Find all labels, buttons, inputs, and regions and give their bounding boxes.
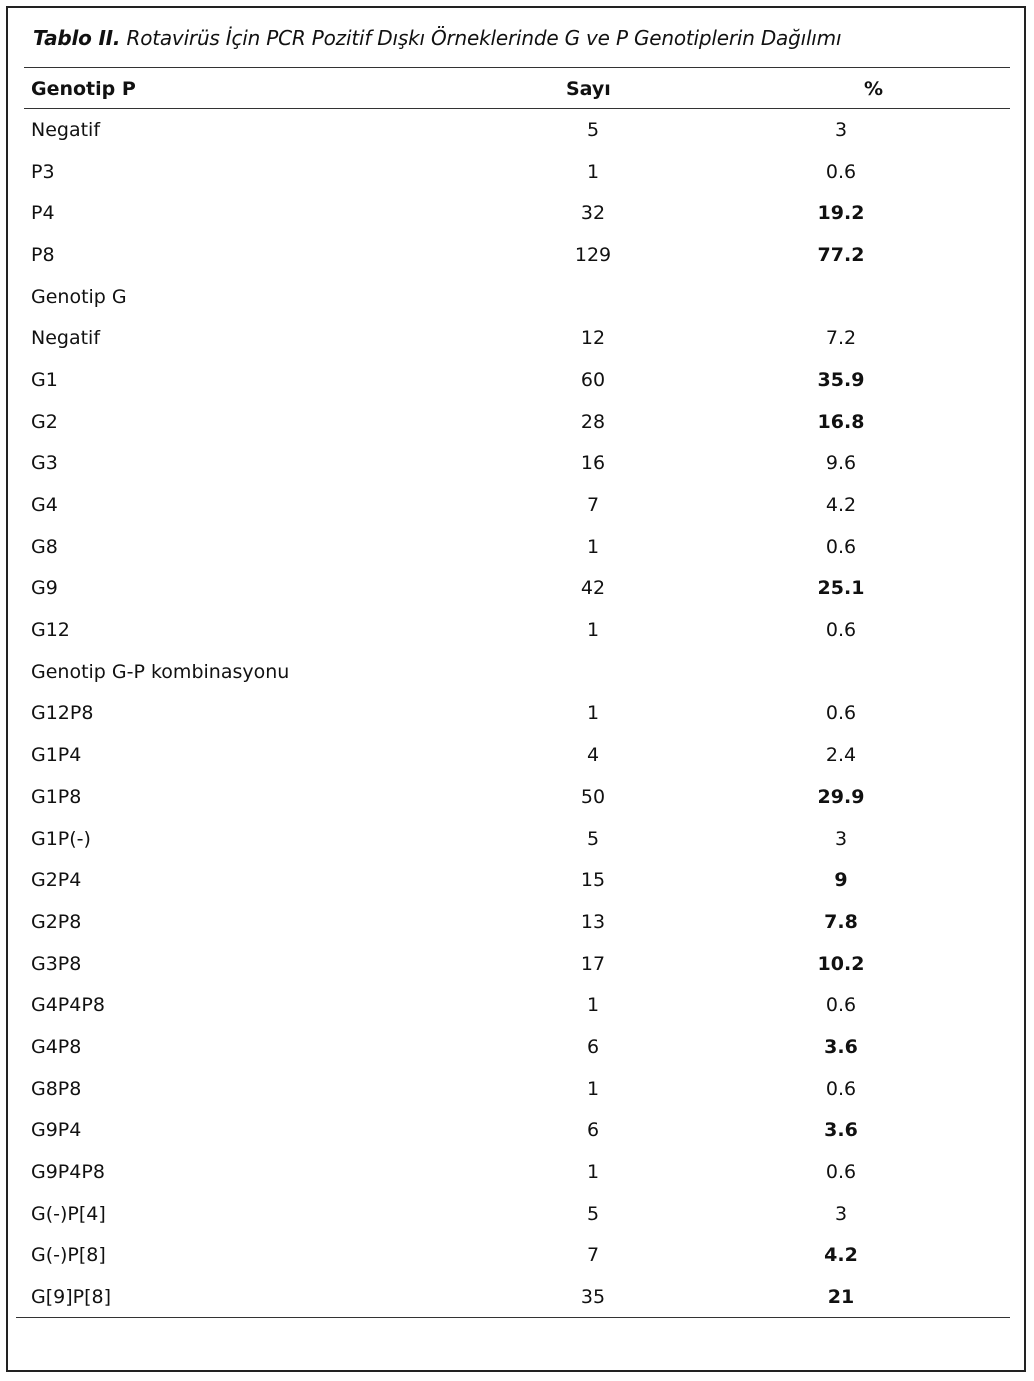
row-genotype: G1P4: [31, 744, 82, 767]
table-row: [24, 943, 1010, 985]
table-caption: [33, 26, 841, 50]
table-row: [24, 734, 1010, 776]
caption-text: Rotavirüs İçin PCR Pozitif Dışkı Örneklerinde G ve P Genotiplerin Dağılımı: [126, 26, 842, 50]
table-row: [24, 484, 1010, 526]
row-percent: 16.8: [817, 410, 865, 433]
row-count: 12: [580, 327, 606, 350]
row-percent: 0.6: [825, 702, 857, 725]
row-count: 16: [580, 452, 606, 475]
row-count: 5: [586, 118, 600, 141]
row-genotype: P8: [31, 243, 55, 266]
row-genotype: G12P8: [31, 702, 94, 725]
row-percent: 25.1: [817, 577, 865, 600]
table-row: [24, 1193, 1010, 1235]
row-count: 1: [586, 1161, 600, 1184]
row-percent: 0.6: [825, 1161, 857, 1184]
row-count: 7: [586, 494, 600, 517]
table-bottom-rule: [16, 1317, 1010, 1318]
row-genotype: G9P4: [31, 1119, 82, 1142]
row-percent: 19.2: [817, 202, 865, 225]
row-genotype: G1P(-): [31, 827, 91, 850]
table-row: [24, 192, 1010, 234]
row-percent: 29.9: [817, 785, 865, 808]
row-count: 1: [586, 535, 600, 558]
table-row: [24, 818, 1010, 860]
table-row: [24, 151, 1010, 193]
header-genotype: Genotip P: [31, 78, 136, 100]
table-row: [24, 1276, 1010, 1318]
row-count: 35: [580, 1286, 606, 1309]
table-row: [24, 276, 1010, 318]
row-count: 15: [580, 869, 606, 892]
table-row: [24, 234, 1010, 276]
row-genotype: G2P4: [31, 869, 82, 892]
row-percent: 35.9: [817, 368, 865, 391]
row-percent: 3.6: [824, 1119, 858, 1142]
row-genotype: G9: [31, 577, 58, 600]
row-count: 129: [574, 243, 612, 266]
row-percent: 77.2: [817, 243, 865, 266]
row-count: 32: [580, 202, 606, 225]
header-percent: %: [864, 78, 884, 100]
header-count: Sayı: [566, 78, 611, 100]
row-genotype: G4P8: [31, 1035, 82, 1058]
row-genotype: G8P8: [31, 1077, 82, 1100]
row-genotype: G12: [31, 619, 70, 642]
row-percent: 0.6: [825, 160, 857, 183]
table-row: [24, 109, 1010, 151]
table-row: [24, 651, 1010, 693]
row-count: 1: [586, 619, 600, 642]
row-percent: 2.4: [825, 744, 857, 767]
row-count: 1: [586, 160, 600, 183]
row-genotype: Negatif: [31, 327, 101, 350]
row-genotype: Genotip G: [31, 285, 127, 308]
table-row: [24, 401, 1010, 443]
row-count: 5: [586, 827, 600, 850]
row-genotype: G4P4P8: [31, 994, 105, 1017]
row-count: 1: [586, 994, 600, 1017]
row-percent: 9: [834, 869, 848, 892]
row-count: 17: [580, 952, 606, 975]
row-genotype: Genotip G-P kombinasyonu: [31, 660, 290, 683]
row-genotype: G1P8: [31, 785, 82, 808]
row-percent: 4.2: [825, 494, 857, 517]
row-genotype: G3P8: [31, 952, 82, 975]
table-row: [24, 1151, 1010, 1193]
row-percent: 0.6: [825, 535, 857, 558]
table-row: [24, 776, 1010, 818]
row-genotype: G9P4P8: [31, 1161, 105, 1184]
row-percent: [675, 651, 871, 693]
row-percent: 3: [834, 118, 848, 141]
table-row: [24, 693, 1010, 735]
row-count: 4: [586, 744, 600, 767]
row-genotype: P4: [31, 202, 55, 225]
row-genotype: G2P8: [31, 910, 82, 933]
row-count: 13: [580, 910, 606, 933]
table-row: [24, 568, 1010, 610]
row-percent: 21: [827, 1286, 855, 1309]
table-row: [24, 984, 1010, 1026]
row-percent: 3.6: [824, 1035, 858, 1058]
row-count: 1: [586, 702, 600, 725]
row-count: 6: [586, 1119, 600, 1142]
row-percent: 10.2: [817, 952, 865, 975]
row-percent: 7.8: [824, 910, 858, 933]
table-row: [24, 1068, 1010, 1110]
row-genotype: G2: [31, 410, 58, 433]
row-count: 6: [586, 1035, 600, 1058]
row-count: 42: [580, 577, 606, 600]
row-count: 60: [580, 368, 606, 391]
caption-label: Tablo II.: [33, 26, 121, 50]
row-genotype: G8: [31, 535, 58, 558]
row-percent: [675, 276, 871, 318]
row-percent: 0.6: [825, 1077, 857, 1100]
table-row: [24, 609, 1010, 651]
row-genotype: P3: [31, 160, 55, 183]
row-count: 1: [586, 1077, 600, 1100]
row-count: [511, 651, 675, 693]
row-count: 5: [586, 1202, 600, 1225]
row-percent: 3: [834, 1202, 848, 1225]
row-percent: 4.2: [824, 1244, 858, 1267]
row-percent: 3: [834, 827, 848, 850]
row-count: 28: [580, 410, 606, 433]
table-row: [24, 1026, 1010, 1068]
table-row: [24, 901, 1010, 943]
row-percent: 7.2: [825, 327, 857, 350]
table-row: [24, 317, 1010, 359]
genotype-table: [24, 109, 1010, 1318]
row-percent: 0.6: [825, 994, 857, 1017]
row-count: [511, 276, 675, 318]
table-row: [24, 1110, 1010, 1152]
row-genotype: G1: [31, 368, 58, 391]
row-percent: 9.6: [825, 452, 857, 475]
row-count: 7: [586, 1244, 600, 1267]
header-top-rule: [24, 67, 1010, 68]
table-row: [24, 1235, 1010, 1277]
row-genotype: G(-)P[4]: [31, 1202, 106, 1225]
row-count: 50: [580, 785, 606, 808]
table-row: [24, 359, 1010, 401]
row-genotype: Negatif: [31, 118, 101, 141]
row-genotype: G(-)P[8]: [31, 1244, 106, 1267]
row-genotype: G4: [31, 494, 58, 517]
row-genotype: G3: [31, 452, 58, 475]
table-row: [24, 859, 1010, 901]
table-row: [24, 443, 1010, 485]
table-row: [24, 526, 1010, 568]
row-percent: 0.6: [825, 619, 857, 642]
row-genotype: G[9]P[8]: [31, 1286, 112, 1309]
